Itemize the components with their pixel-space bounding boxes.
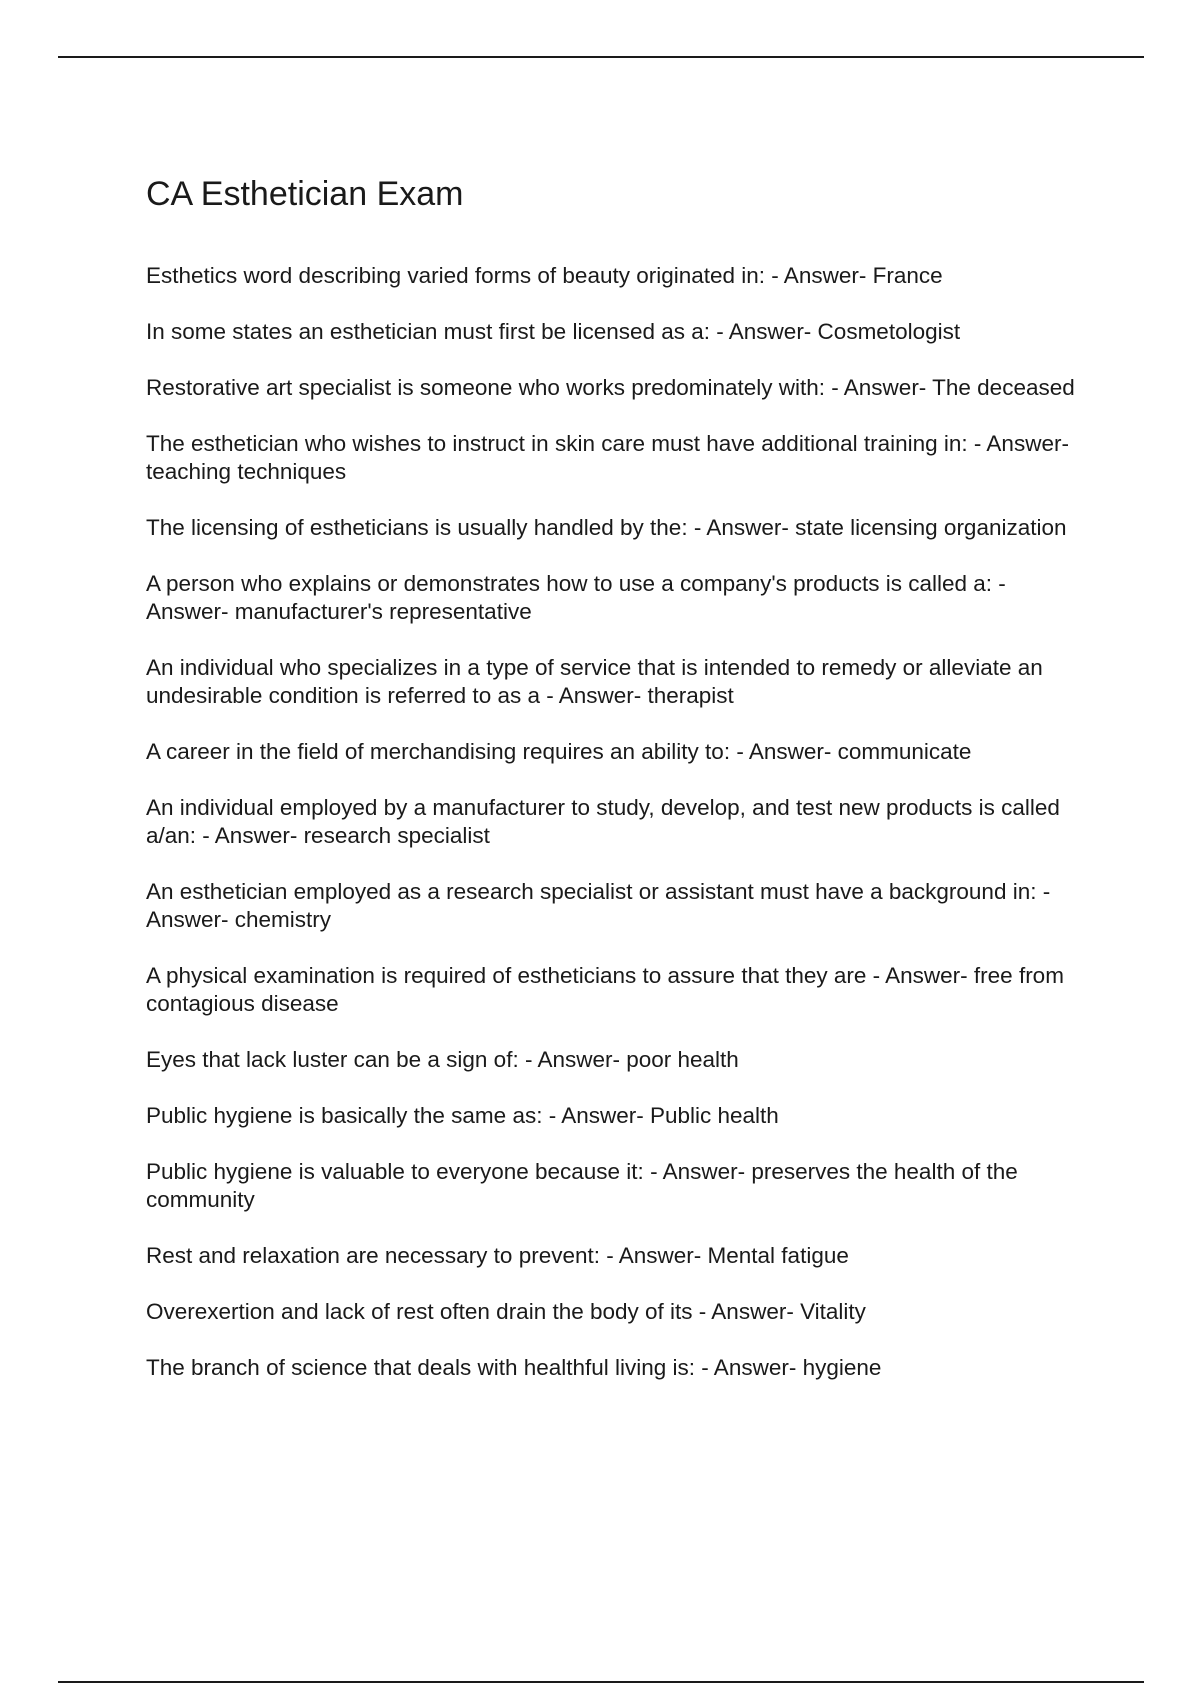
qa-item: The branch of science that deals with healthful living is: - Answer- hygiene	[146, 1355, 882, 1380]
qa-item: Public hygiene is valuable to everyone because it: - Answer- preserves the health of the community	[146, 1159, 1018, 1212]
footer-rule	[58, 1681, 1144, 1683]
qa-item: An individual who specializes in a type of service that is intended to remedy or alleviate an undesirable condition is referred to as a - Answer- therapist	[146, 655, 1043, 708]
qa-item: Public hygiene is basically the same as: - Answer- Public health	[146, 1103, 779, 1128]
qa-item: A career in the field of merchandising requires an ability to: - Answer- communicate	[146, 739, 972, 764]
header-rule	[58, 56, 1144, 58]
document-title: CA Esthetician Exam	[146, 175, 464, 213]
qa-item: Restorative art specialist is someone who works predominately with: - Answer- The deceased	[146, 375, 1075, 400]
qa-item: A physical examination is required of estheticians to assure that they are - Answer- free from contagious disease	[146, 963, 1064, 1016]
qa-item: The esthetician who wishes to instruct in skin care must have additional training in: - Answer- teaching techniques	[146, 431, 1069, 484]
qa-list	[146, 262, 1086, 1382]
qa-item: Eyes that lack luster can be a sign of: - Answer- poor health	[146, 1047, 739, 1072]
qa-item: A person who explains or demonstrates how to use a company's products is called a: - Answer- manufacturer's representative	[146, 571, 1006, 624]
qa-item: The licensing of estheticians is usually handled by the: - Answer- state licensing organization	[146, 515, 1067, 540]
qa-item: Rest and relaxation are necessary to prevent: - Answer- Mental fatigue	[146, 1243, 849, 1268]
qa-item: An individual employed by a manufacturer to study, develop, and test new products is called a/an: - Answer- research specialist	[146, 795, 1060, 848]
qa-item: An esthetician employed as a research specialist or assistant must have a background in: - Answer- chemistry	[146, 879, 1051, 932]
qa-item: In some states an esthetician must first be licensed as a: - Answer- Cosmetologist	[146, 319, 961, 344]
qa-item: Overexertion and lack of rest often drain the body of its - Answer- Vitality	[146, 1299, 866, 1324]
document-body	[146, 172, 1086, 1410]
qa-item: Esthetics word describing varied forms of beauty originated in: - Answer- France	[146, 263, 943, 288]
